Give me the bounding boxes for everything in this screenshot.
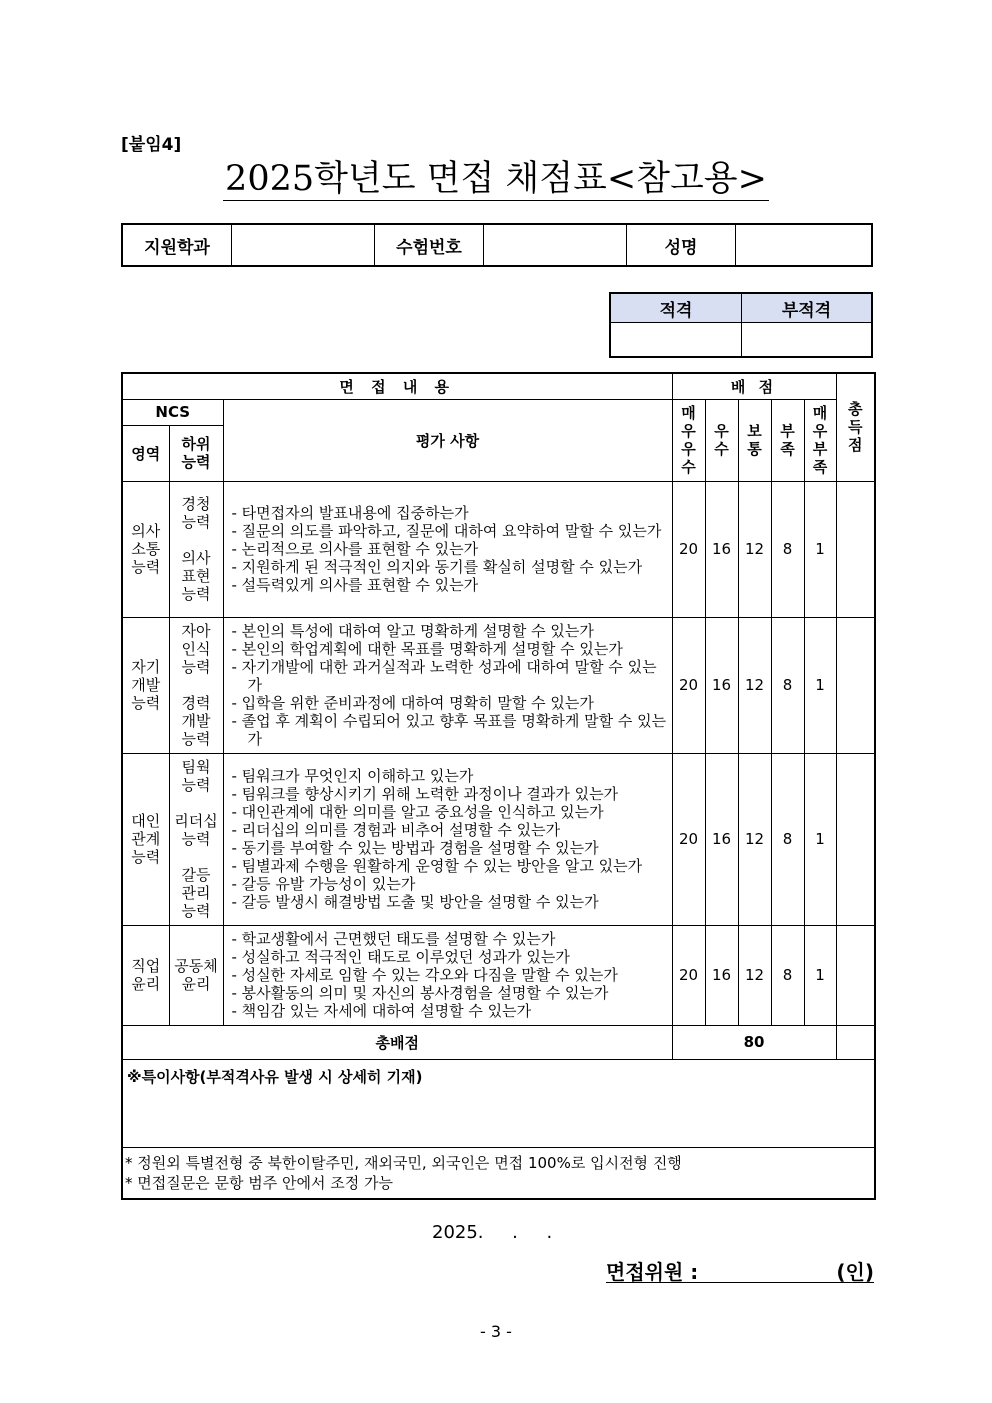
criteria-item: - 논리적으로 의사를 표현할 수 있는가	[231, 540, 479, 558]
score-value[interactable]: 1	[804, 753, 836, 925]
grade-text: 매 우 부 족	[812, 404, 828, 476]
sub-ability-cell	[169, 617, 223, 753]
score-value[interactable]: 12	[738, 617, 771, 753]
row-total-field[interactable]	[836, 753, 875, 925]
score-value[interactable]: 20	[672, 753, 705, 925]
sub-header	[169, 425, 223, 481]
criteria-item: - 책임감 있는 자세에 대하여 설명할 수 있는가	[231, 1002, 532, 1020]
total-score-field[interactable]	[836, 1025, 875, 1059]
grade-header-1	[705, 399, 738, 481]
sub-ability: 갈등 관리 능력	[181, 866, 211, 920]
criteria-item: - 자기개발에 대한 과거실적과 노력한 성과에 대하여 말할 수 있는가	[231, 658, 657, 694]
interview-header: 면 접 내 용	[122, 373, 672, 399]
row-total-field[interactable]	[836, 925, 875, 1025]
page-title-wrap	[0, 158, 992, 201]
score-value[interactable]: 12	[738, 481, 771, 617]
area-text: 의사 소통 능력	[131, 522, 161, 576]
score-row	[122, 481, 875, 617]
area-text: 대인 관계 능력	[131, 812, 161, 866]
criteria-item: - 졸업 후 계획이 수립되어 있고 향후 목표를 명확하게 말할 수 있는가	[231, 712, 667, 748]
sub-ability-cell	[169, 481, 223, 617]
criteria-item: - 동기를 부여할 수 있는 방법과 경험을 설명할 수 있는가	[231, 839, 599, 857]
sub-ability: 리더십 능력	[174, 812, 218, 848]
sub-ability: 자아 인식 능력	[181, 622, 211, 676]
ncs-label: NCS	[122, 399, 223, 425]
score-value[interactable]: 8	[771, 753, 804, 925]
grade-header-2	[738, 399, 771, 481]
exam-no-label: 수험번호	[375, 224, 484, 266]
date: 2025. . .	[432, 1222, 553, 1243]
area-cell	[122, 753, 169, 925]
score-value[interactable]: 8	[771, 925, 804, 1025]
page-title: 2025학년도 면접 채점표<참고용>	[225, 159, 767, 199]
footnote: * 면접질문은 문항 범주 안에서 조정 가능	[125, 1173, 393, 1192]
exam-no-field[interactable]	[484, 224, 627, 266]
name-field[interactable]	[736, 224, 873, 266]
area-header: 영역	[122, 425, 169, 481]
seal: (인)	[836, 1260, 874, 1284]
score-value[interactable]: 16	[705, 753, 738, 925]
score-value[interactable]: 20	[672, 617, 705, 753]
pass-field[interactable]	[610, 323, 742, 358]
score-table	[121, 372, 876, 1200]
criteria-header: 평가 사항	[223, 399, 672, 481]
score-value[interactable]: 1	[804, 481, 836, 617]
sub-ability: 의사 표현 능력	[181, 549, 211, 603]
attachment-tag: [붙임4]	[121, 135, 182, 155]
score-value[interactable]: 12	[738, 925, 771, 1025]
sub-header-text: 하위 능력	[181, 435, 211, 471]
score-row	[122, 925, 875, 1025]
total-score-value: 80	[672, 1025, 836, 1059]
criteria-cell	[223, 481, 672, 617]
score-header: 배 점	[672, 373, 836, 399]
criteria-cell	[223, 925, 672, 1025]
row-total-field[interactable]	[836, 617, 875, 753]
criteria-item: - 팀워크를 향상시키기 위해 노력한 과정이나 결과가 있는가	[231, 785, 619, 803]
sub-ability: 공동체 윤리	[174, 957, 218, 993]
criteria-item: - 설득력있게 의사를 표현할 수 있는가	[231, 576, 479, 594]
score-value[interactable]: 20	[672, 481, 705, 617]
footnote: * 정원외 특별전형 중 북한이탈주민, 재외국민, 외국인은 면접 100%로 입시전형 진행	[125, 1153, 682, 1172]
dept-field[interactable]	[232, 224, 375, 266]
total-header	[836, 373, 875, 481]
criteria-item: - 지원하게 된 적극적인 의지와 동기를 확실히 설명할 수 있는가	[231, 558, 643, 576]
criteria-item: - 본인의 특성에 대하여 알고 명확하게 설명할 수 있는가	[231, 622, 594, 640]
score-row	[122, 753, 875, 925]
page-number: - 3 -	[480, 1322, 512, 1341]
sub-ability-cell	[169, 753, 223, 925]
criteria-item: - 봉사활동의 의미 및 자신의 봉사경험을 설명할 수 있는가	[231, 984, 609, 1002]
special-note[interactable]: ※특이사항(부적격사유 발생 시 상세히 기재)	[122, 1059, 875, 1147]
area-text: 직업 윤리	[131, 957, 161, 993]
signature-line[interactable]	[606, 1256, 874, 1283]
total-header-text: 총 득 점	[848, 400, 863, 455]
grade-header-3	[771, 399, 804, 481]
footnotes	[122, 1147, 875, 1199]
criteria-cell	[223, 617, 672, 753]
grade-text: 매 우 우 수	[681, 404, 696, 476]
score-value[interactable]: 16	[705, 925, 738, 1025]
score-row	[122, 617, 875, 753]
grade-text: 우 수	[714, 422, 729, 458]
grade-text: 보 통	[747, 422, 762, 458]
criteria-item: - 성실한 자세로 임할 수 있는 각오와 다짐을 말할 수 있는가	[231, 966, 618, 984]
criteria-item: - 갈등 유발 가능성이 있는가	[231, 875, 416, 893]
sub-ability: 경청 능력	[181, 495, 211, 531]
sub-ability: 팀웍 능력	[181, 758, 211, 794]
fail-label: 부적격	[742, 293, 873, 323]
score-value[interactable]: 12	[738, 753, 771, 925]
name-label: 성명	[627, 224, 736, 266]
score-value[interactable]: 1	[804, 925, 836, 1025]
criteria-cell	[223, 753, 672, 925]
score-value[interactable]: 8	[771, 617, 804, 753]
criteria-item: - 리더십의 의미를 경험과 비추어 설명할 수 있는가	[231, 821, 561, 839]
score-value[interactable]: 1	[804, 617, 836, 753]
sub-ability: 경력 개발 능력	[181, 694, 211, 748]
criteria-item: - 성실하고 적극적인 태도로 이루었던 성과가 있는가	[231, 948, 570, 966]
total-score-label: 총배점	[122, 1025, 672, 1059]
criteria-item: - 갈등 발생시 해결방법 도출 및 방안을 설명할 수 있는가	[231, 893, 599, 911]
sub-ability-cell	[169, 925, 223, 1025]
score-value[interactable]: 20	[672, 925, 705, 1025]
criteria-item: - 입학을 위한 준비과정에 대하여 명확히 말할 수 있는가	[231, 694, 594, 712]
area-cell	[122, 481, 169, 617]
area-cell	[122, 925, 169, 1025]
row-total-field[interactable]	[836, 481, 875, 617]
grade-text: 부 족	[780, 422, 795, 458]
area-text: 자기 개발 능력	[131, 658, 161, 712]
applicant-info-table	[121, 223, 873, 267]
pass-label: 적격	[610, 293, 742, 323]
signature-label: 면접위원 :	[606, 1260, 699, 1284]
result-table	[609, 292, 873, 358]
criteria-item: - 팀워크가 무엇인지 이해하고 있는가	[231, 767, 474, 785]
criteria-item: - 대인관계에 대한 의미를 알고 중요성을 인식하고 있는가	[231, 803, 604, 821]
criteria-item: - 본인의 학업계획에 대한 목표를 명확하게 설명할 수 있는가	[231, 640, 623, 658]
score-value[interactable]: 16	[705, 481, 738, 617]
criteria-item: - 팀별과제 수행을 원활하게 운영할 수 있는 방안을 알고 있는가	[231, 857, 643, 875]
criteria-item: - 학교생활에서 근면했던 태도를 설명할 수 있는가	[231, 930, 556, 948]
criteria-item: - 타면접자의 발표내용에 집중하는가	[231, 504, 469, 522]
grade-header-4	[804, 399, 836, 481]
criteria-item: - 질문의 의도를 파악하고, 질문에 대하여 요약하여 말할 수 있는가	[231, 522, 662, 540]
dept-label: 지원학과	[122, 224, 232, 266]
area-cell	[122, 617, 169, 753]
score-value[interactable]: 16	[705, 617, 738, 753]
score-value[interactable]: 8	[771, 481, 804, 617]
fail-field[interactable]	[742, 323, 873, 358]
grade-header-0	[672, 399, 705, 481]
